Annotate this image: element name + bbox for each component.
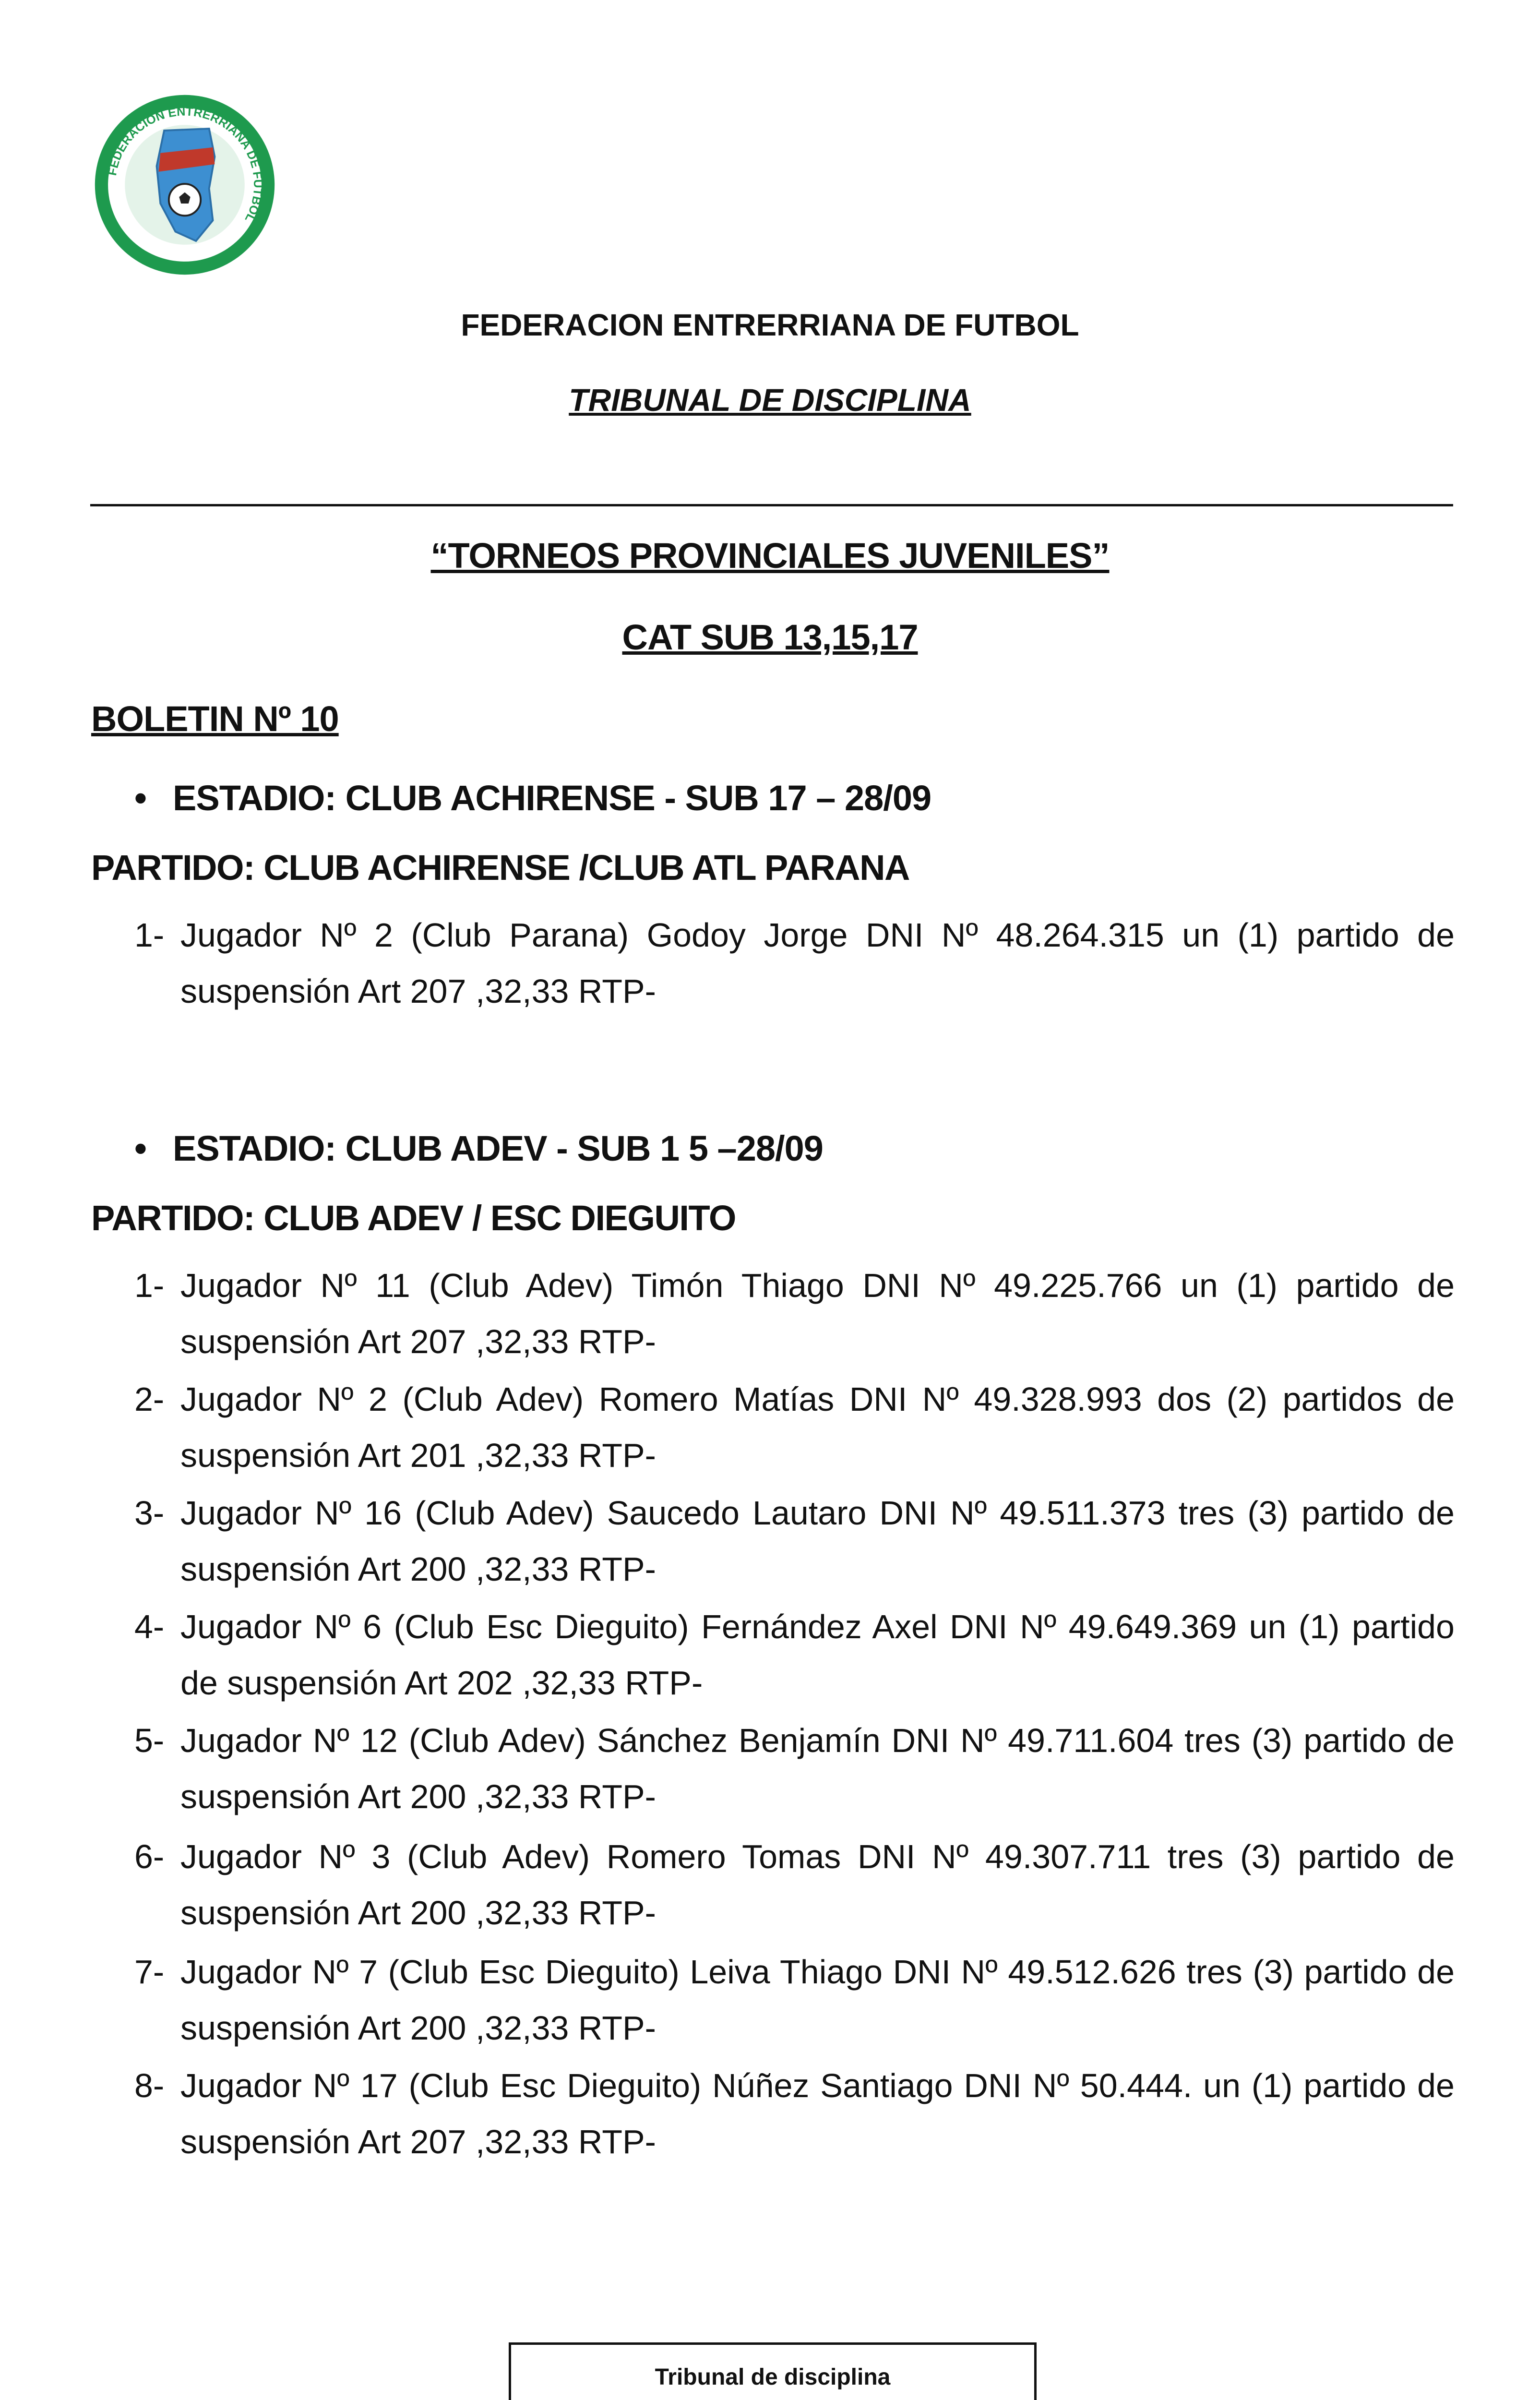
sanction-item bbox=[134, 2058, 1454, 2170]
bulletin-number: BOLETIN Nº 10 bbox=[91, 699, 339, 739]
item-text: Jugador Nº 7 (Club Esc Dieguito) Leiva Thiago DNI Nº 49.512.626 tres (3) partido de suspensión Art 200 ,32,33 RTP- bbox=[180, 1953, 1455, 2047]
sanction-item bbox=[134, 1944, 1454, 2056]
item-text: Jugador Nº 11 (Club Adev) Timón Thiago DNI Nº 49.225.766 un (1) partido de suspensión Art 207 ,32,33 RTP- bbox=[180, 1267, 1455, 1360]
sanction-item bbox=[134, 1485, 1454, 1597]
item-text: Jugador Nº 17 (Club Esc Dieguito) Núñez Santiago DNI Nº 50.444. un (1) partido de suspensión Art 207 ,32,33 RTP- bbox=[180, 2067, 1455, 2160]
item-text: Jugador Nº 2 (Club Adev) Romero Matías DNI Nº 49.328.993 dos (2) partidos de suspensión Art 201 ,32,33 RTP- bbox=[180, 1380, 1455, 1474]
bullet-icon: • bbox=[134, 1128, 146, 1168]
item-number: 4- bbox=[134, 1608, 165, 1645]
sanction-item bbox=[134, 1713, 1454, 1825]
item-number: 7- bbox=[134, 1953, 165, 1991]
tribunal-stamp bbox=[509, 2342, 1037, 2400]
item-text: Jugador Nº 12 (Club Adev) Sánchez Benjamín DNI Nº 49.711.604 tres (3) partido de suspensión Art 200 ,32,33 RTP- bbox=[180, 1722, 1455, 1815]
logo-ring-text: FEDERACION ENTRERRIANA DE FUTBOL bbox=[105, 105, 265, 225]
tribunal-heading: TRIBUNAL DE DISCIPLINA bbox=[569, 382, 971, 418]
stadium-text: ESTADIO: CLUB ACHIRENSE - SUB 17 – 28/09 bbox=[173, 778, 931, 818]
stadium-heading bbox=[134, 1128, 823, 1169]
stadium-text: ESTADIO: CLUB ADEV - SUB 1 5 –28/09 bbox=[173, 1128, 823, 1168]
item-number: 1- bbox=[134, 1267, 165, 1304]
sanction-item bbox=[134, 1371, 1454, 1484]
item-number: 3- bbox=[134, 1494, 165, 1532]
stadium-heading bbox=[134, 778, 931, 818]
match-heading: PARTIDO: CLUB ACHIRENSE /CLUB ATL PARANA bbox=[91, 848, 909, 888]
sanction-item bbox=[134, 907, 1454, 1020]
header-divider bbox=[90, 504, 1453, 506]
item-number: 2- bbox=[134, 1380, 165, 1418]
item-number: 1- bbox=[134, 916, 165, 954]
tournament-title: “TORNEOS PROVINCIALES JUVENILES” bbox=[430, 536, 1110, 576]
sanction-item bbox=[134, 1829, 1454, 1941]
item-number: 8- bbox=[134, 2067, 165, 2104]
sanction-item bbox=[134, 1258, 1454, 1370]
federation-name: FEDERACION ENTRERRIANA DE FUTBOL bbox=[461, 308, 1079, 342]
bullet-icon: • bbox=[134, 778, 146, 818]
item-number: 6- bbox=[134, 1838, 165, 1875]
sanction-item bbox=[134, 1599, 1454, 1711]
item-text: Jugador Nº 16 (Club Adev) Saucedo Lautaro DNI Nº 49.511.373 tres (3) partido de suspensión Art 200 ,32,33 RTP- bbox=[180, 1494, 1455, 1588]
federation-logo bbox=[91, 91, 278, 278]
stamp-line-1: Tribunal de disciplina bbox=[655, 2364, 891, 2390]
item-number: 5- bbox=[134, 1722, 165, 1759]
item-text: Jugador Nº 6 (Club Esc Dieguito) Fernández Axel DNI Nº 49.649.369 un (1) partido de suspensión Art 202 ,32,33 RTP- bbox=[180, 1608, 1455, 1702]
category-title: CAT SUB 13,15,17 bbox=[622, 617, 918, 657]
match-heading: PARTIDO: CLUB ADEV / ESC DIEGUITO bbox=[91, 1198, 736, 1238]
item-text: Jugador Nº 3 (Club Adev) Romero Tomas DNI Nº 49.307.711 tres (3) partido de suspensión Art 200 ,32,33 RTP- bbox=[180, 1838, 1455, 1932]
item-text: Jugador Nº 2 (Club Parana) Godoy Jorge DNI Nº 48.264.315 un (1) partido de suspensión Art 207 ,32,33 RTP- bbox=[180, 916, 1455, 1010]
